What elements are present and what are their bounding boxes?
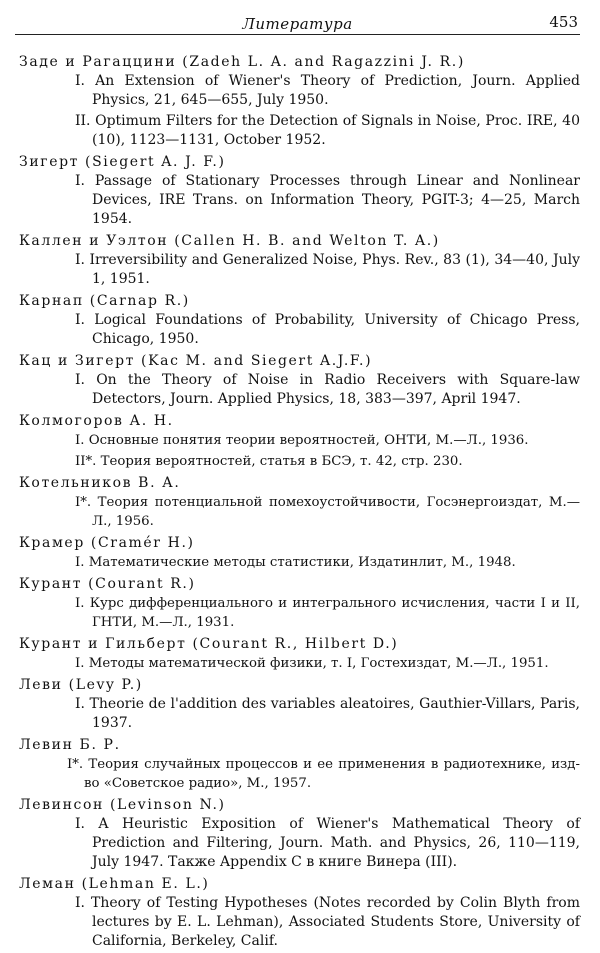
bib-author: Карнап (Carnap R.) <box>19 293 190 309</box>
bib-entry-lehman <box>15 874 580 951</box>
running-head-title: Литература <box>242 15 353 33</box>
bib-work: I*. Теория случайных процессов и ее применения в радиотехнике, изд-во «Советское радио», М., 1957. <box>67 757 580 791</box>
bib-entry-kolmogorov <box>15 411 580 471</box>
bib-entry-kac-siegert <box>15 351 580 409</box>
bib-author: Левинсон (Levinson N.) <box>19 797 226 813</box>
bib-author: Колмогоров А. Н. <box>19 413 174 429</box>
bib-author: Кац и Зигерт (Kac M. and Siegert A.J.F.) <box>19 353 373 369</box>
running-head <box>15 10 580 35</box>
bib-entry-cramer <box>15 533 580 572</box>
bib-entry-callen-welton <box>15 231 580 289</box>
page-number: 453 <box>549 13 578 31</box>
bib-author: Левин Б. Р. <box>19 737 121 753</box>
bib-work: I. Курс дифференциального и интегрального исчисления, части I и II, ГНТИ, М.—Л., 1931. <box>75 596 580 630</box>
bib-author: Курант (Courant R.) <box>19 576 196 592</box>
bib-entry-courant-hilbert <box>15 634 580 673</box>
bib-author: Леман (Lehman E. L.) <box>19 876 210 892</box>
bib-entry-levy <box>15 675 580 733</box>
bib-work: I. Theory of Testing Hypotheses (Notes recorded by Colin Blyth from lectures by E. L. Lehman), Associated Students Store, University of California, Berkeley, Calif. <box>75 895 580 949</box>
bib-work: I. On the Theory of Noise in Radio Receivers with Square-law Detectors, Journ. Applied Physics, 18, 383—397, April 1947. <box>75 372 580 407</box>
bib-entry-siegert <box>15 152 580 229</box>
bib-work: I. An Extension of Wiener's Theory of Prediction, Journ. Applied Physics, 21, 645—655, July 1950. <box>75 73 580 108</box>
bib-work: I. Logical Foundations of Probability, University of Chicago Press, Chicago, 1950. <box>75 312 580 347</box>
bib-author: Зигерт (Siegert A. J. F.) <box>19 154 226 170</box>
bib-author: Леви (Levy P.) <box>19 677 143 693</box>
bib-work: I. Passage of Stationary Processes through Linear and Nonlinear Devices, IRE Trans. on Information Theory, PGIT-3; 4—25, March 1954. <box>75 173 580 227</box>
bib-author: Заде и Рагаццини (Zadeh L. A. and Ragazzini J. R.) <box>19 54 465 70</box>
bib-author: Каллен и Уэлтон (Callen H. B. and Welton T. A.) <box>19 233 440 249</box>
bib-work: II*. Теория вероятностей, статья в БСЭ, т. 42, стр. 230. <box>75 454 463 469</box>
bib-work: II. Optimum Filters for the Detection of Signals in Noise, Proc. IRE, 40 (10), 1123—1131, October 1952. <box>75 113 580 148</box>
bib-work: I. Основные понятия теории вероятностей, ОНТИ, М.—Л., 1936. <box>75 433 529 448</box>
bib-entry-courant <box>15 574 580 632</box>
bib-author: Котельников В. А. <box>19 475 181 491</box>
bib-author: Крамер (Cramér H.) <box>19 535 195 551</box>
bib-work: I. A Heuristic Exposition of Wiener's Mathematical Theory of Prediction and Filtering, Journ. Math. and Physics, 26, 110—119, July 1947. Также Appendix C в книге Винера (III). <box>75 816 580 870</box>
bib-work: I. Математические методы статистики, Издатинлит, М., 1948. <box>75 555 516 570</box>
bib-work: I. Theorie de l'addition des variables aleatoires, Gauthier-Villars, Paris, 1937. <box>75 696 580 731</box>
bib-entry-carnap <box>15 291 580 349</box>
bib-author: Курант и Гильберт (Courant R., Hilbert D.) <box>19 636 399 652</box>
bib-entry-kotelnikov <box>15 473 580 531</box>
bib-work: I. Irreversibility and Generalized Noise, Phys. Rev., 83 (1), 34—40, July 1, 1951. <box>75 252 580 287</box>
bib-work: I. Методы математической физики, т. I, Гостехиздат, М.—Л., 1951. <box>75 656 549 671</box>
bib-entry-zadeh-ragazzini <box>15 52 580 150</box>
bibliography-list <box>15 52 580 953</box>
bib-work: I*. Теория потенциальной помехоустойчивости, Госэнергоиздат, М.—Л., 1956. <box>75 495 580 529</box>
bib-entry-levin <box>15 735 580 793</box>
bib-entry-levinson <box>15 795 580 872</box>
